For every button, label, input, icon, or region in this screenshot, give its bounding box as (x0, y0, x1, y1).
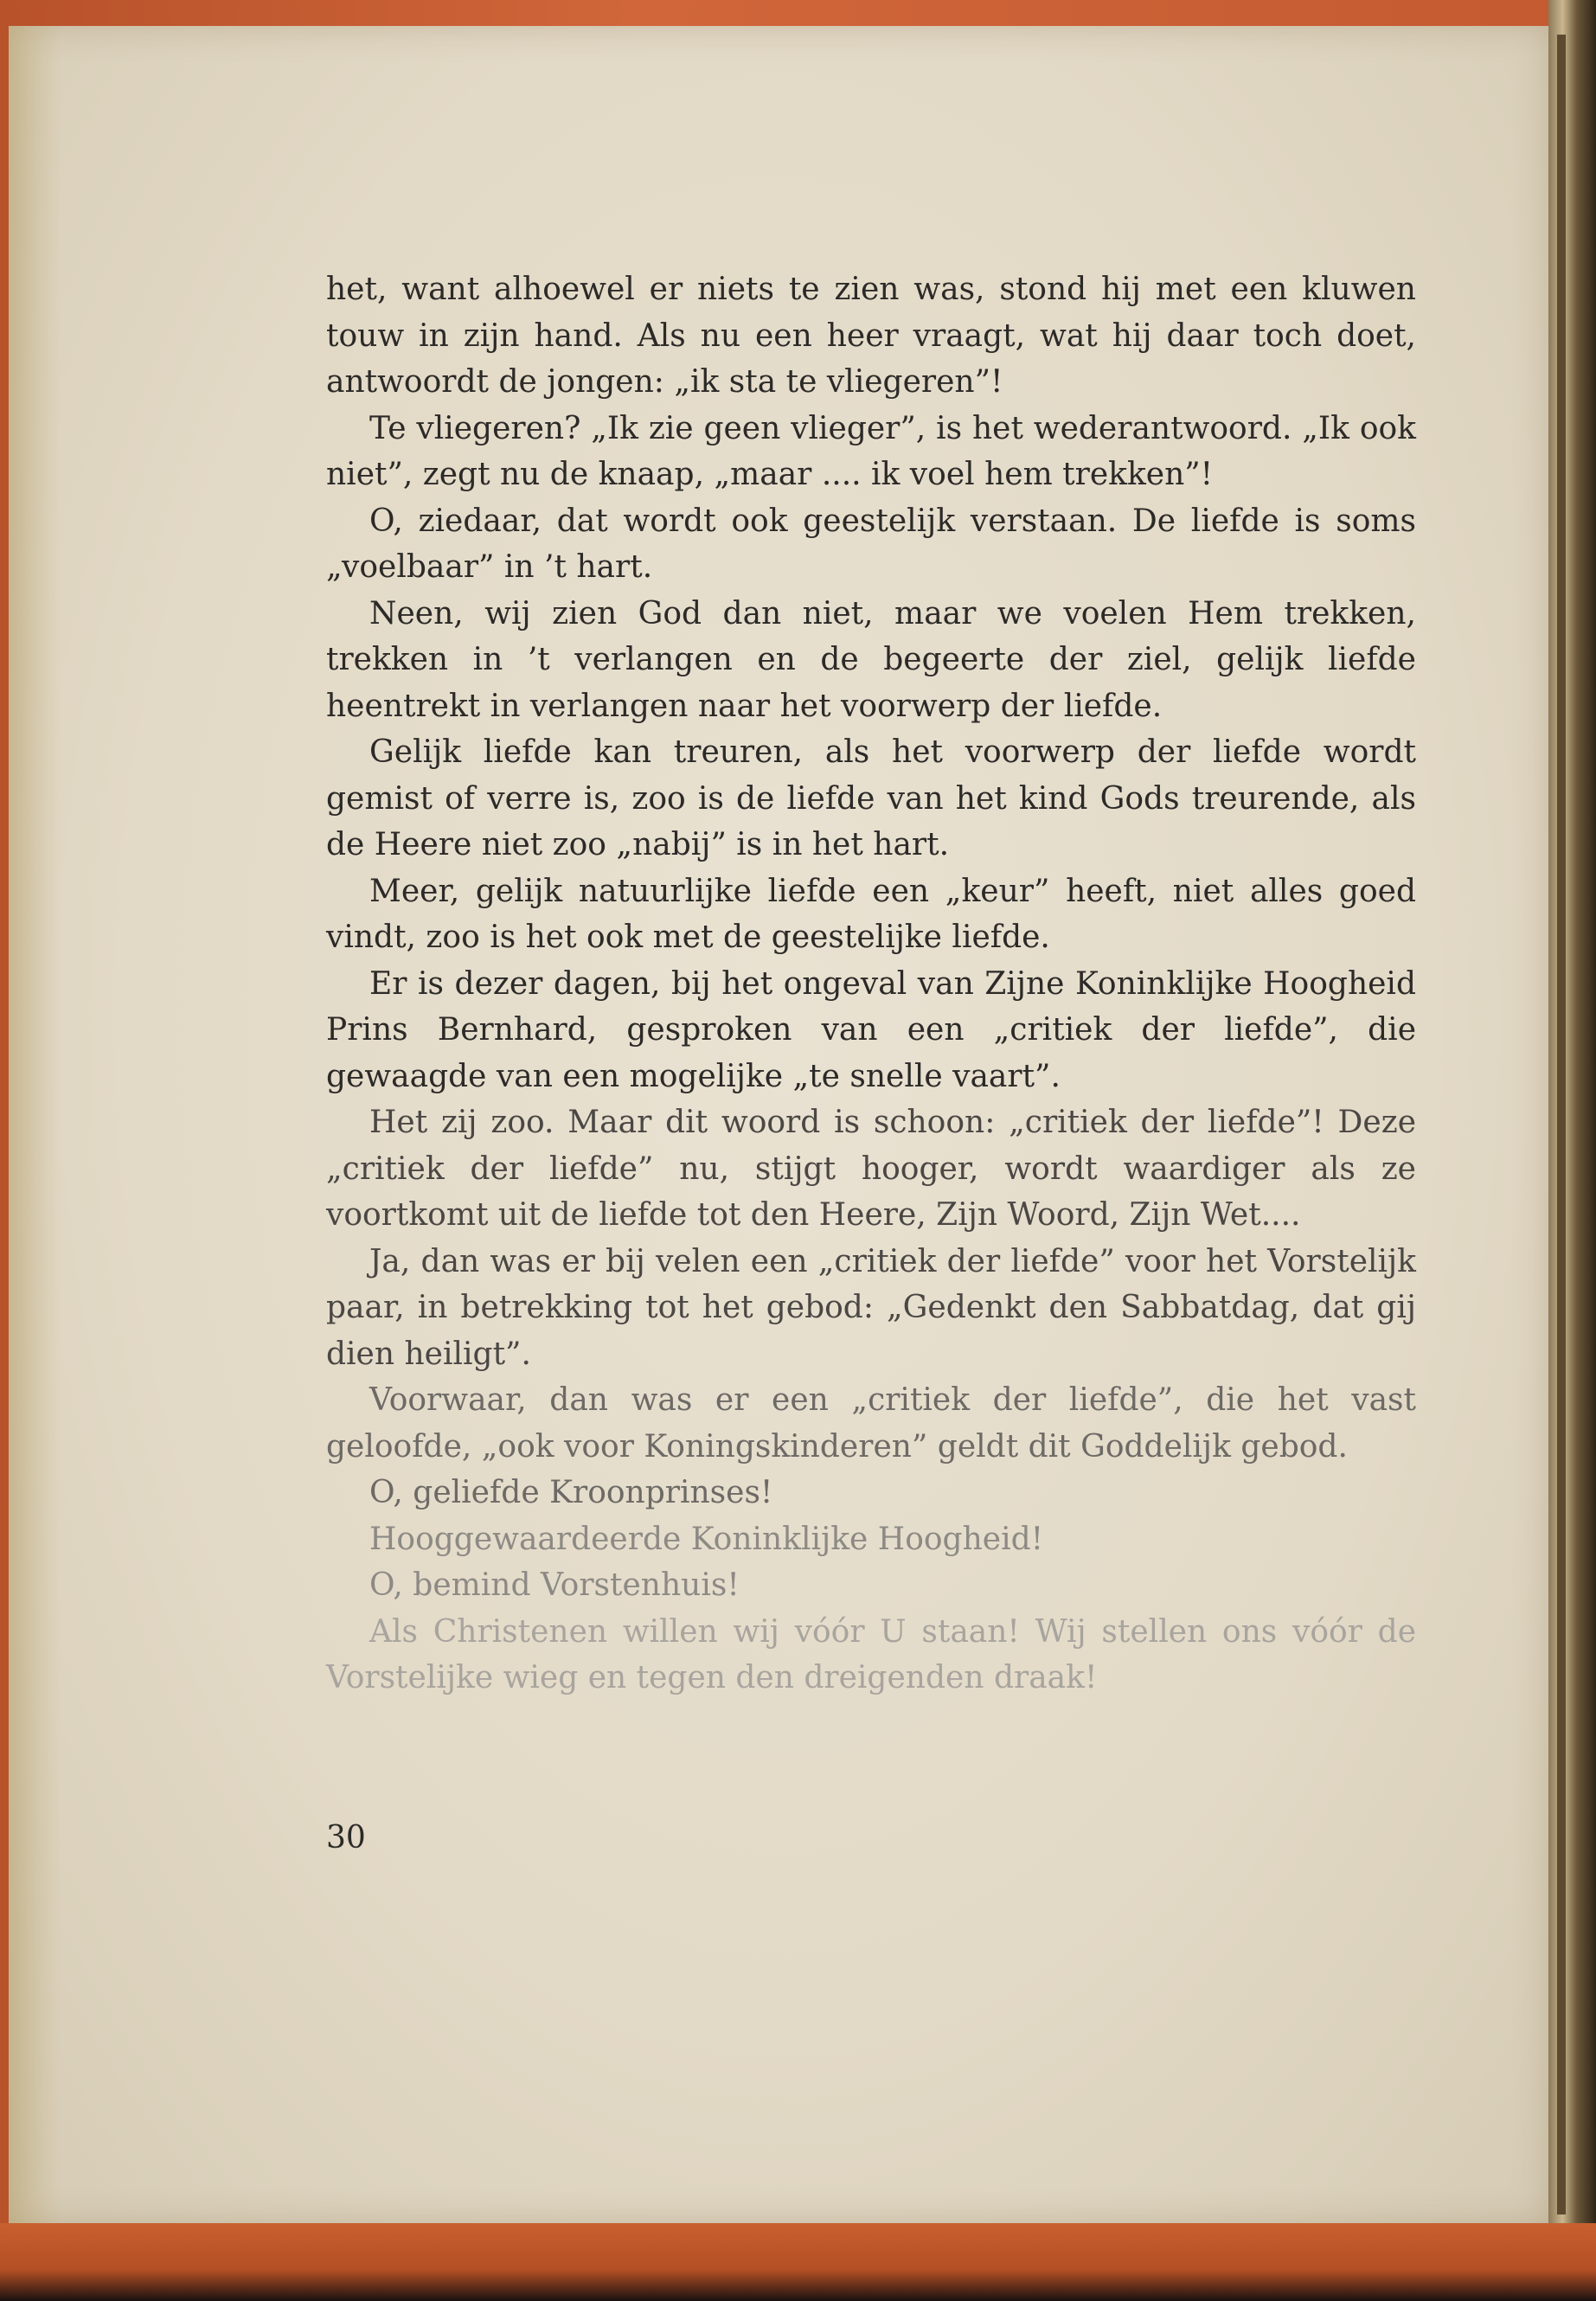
paragraph: Neen, wij zien God dan niet, maar we voelen Hem trekken, trekken in ’t verlangen en de begeerte der ziel, gelijk liefde heentrekt in verlangen naar het voorwerp der liefde. (326, 595, 1416, 724)
paragraph: Voorwaar, dan was er een „critiek der liefde”, die het vast geloofde, „ook voor Koningskinderen” geldt dit Goddelijk gebod. (326, 1382, 1416, 1465)
book-bottom-edge (0, 2223, 1596, 2301)
page-number: 30 (326, 1820, 366, 1856)
paragraph: Te vliegeren? „Ik zie geen vlieger”, is het wederantwoord. „Ik ook niet”, zegt nu de knaap, „maar .... ik voel hem trekken”! (326, 410, 1416, 492)
paragraph: het, want alhoewel er niets te zien was, stond hij met een kluwen touw in zijn hand. Als nu een heer vraagt, wat hij daar toch doet, antwoordt de jongen: „ik sta te vliegeren”! (326, 272, 1416, 400)
paragraph: Het zij zoo. Maar dit woord is schoon: „critiek der liefde”! Deze „critiek der liefde” nu, stijgt hooger, wordt waardiger als ze voortkomt uit de liefde tot den Heere, Zijn Woord, Zijn Wet.... (326, 1105, 1416, 1233)
page-edge (9, 26, 61, 2223)
paragraph: Hooggewaardeerde Koninklijke Hoogheid! (369, 1521, 1044, 1557)
body-text (326, 266, 1416, 1702)
paragraph: Als Christenen willen wij vóór U staan! Wij stellen ons vóór de Vorstelijke wieg en tegen den dreigenden draak! (326, 1613, 1416, 1695)
paragraph: Meer, gelijk natuurlijke liefde een „keur” heeft, niet alles goed vindt, zoo is het ook met de geestelijke liefde. (326, 873, 1416, 955)
spine-stripe (1557, 35, 1566, 2214)
paragraph: O, ziedaar, dat wordt ook geestelijk verstaan. De liefde is soms „voelbaar” in ’t hart. (326, 503, 1416, 585)
book-gutter (1548, 0, 1596, 2301)
paragraph: Ja, dan was er bij velen een „critiek der liefde” voor het Vorstelijk paar, in betrekking tot het gebod: „Gedenkt den Sabbatdag, dat gij dien heiligt”. (326, 1243, 1416, 1372)
paragraph: O, geliefde Kroonprinses! (369, 1475, 773, 1510)
paragraph: Gelijk liefde kan treuren, als het voorwerp der liefde wordt gemist of verre is, zoo is de liefde van het kind Gods treurende, als de Heere niet zoo „nabij” is in het hart. (326, 734, 1416, 862)
paragraph: O, bemind Vorstenhuis! (369, 1567, 740, 1603)
paragraph: Er is dezer dagen, bij het ongeval van Zijne Koninklijke Hoogheid Prins Bernhard, gesproken van een „critiek der liefde”, die gewaagde van een mogelijke „te snelle vaart”. (326, 965, 1416, 1094)
